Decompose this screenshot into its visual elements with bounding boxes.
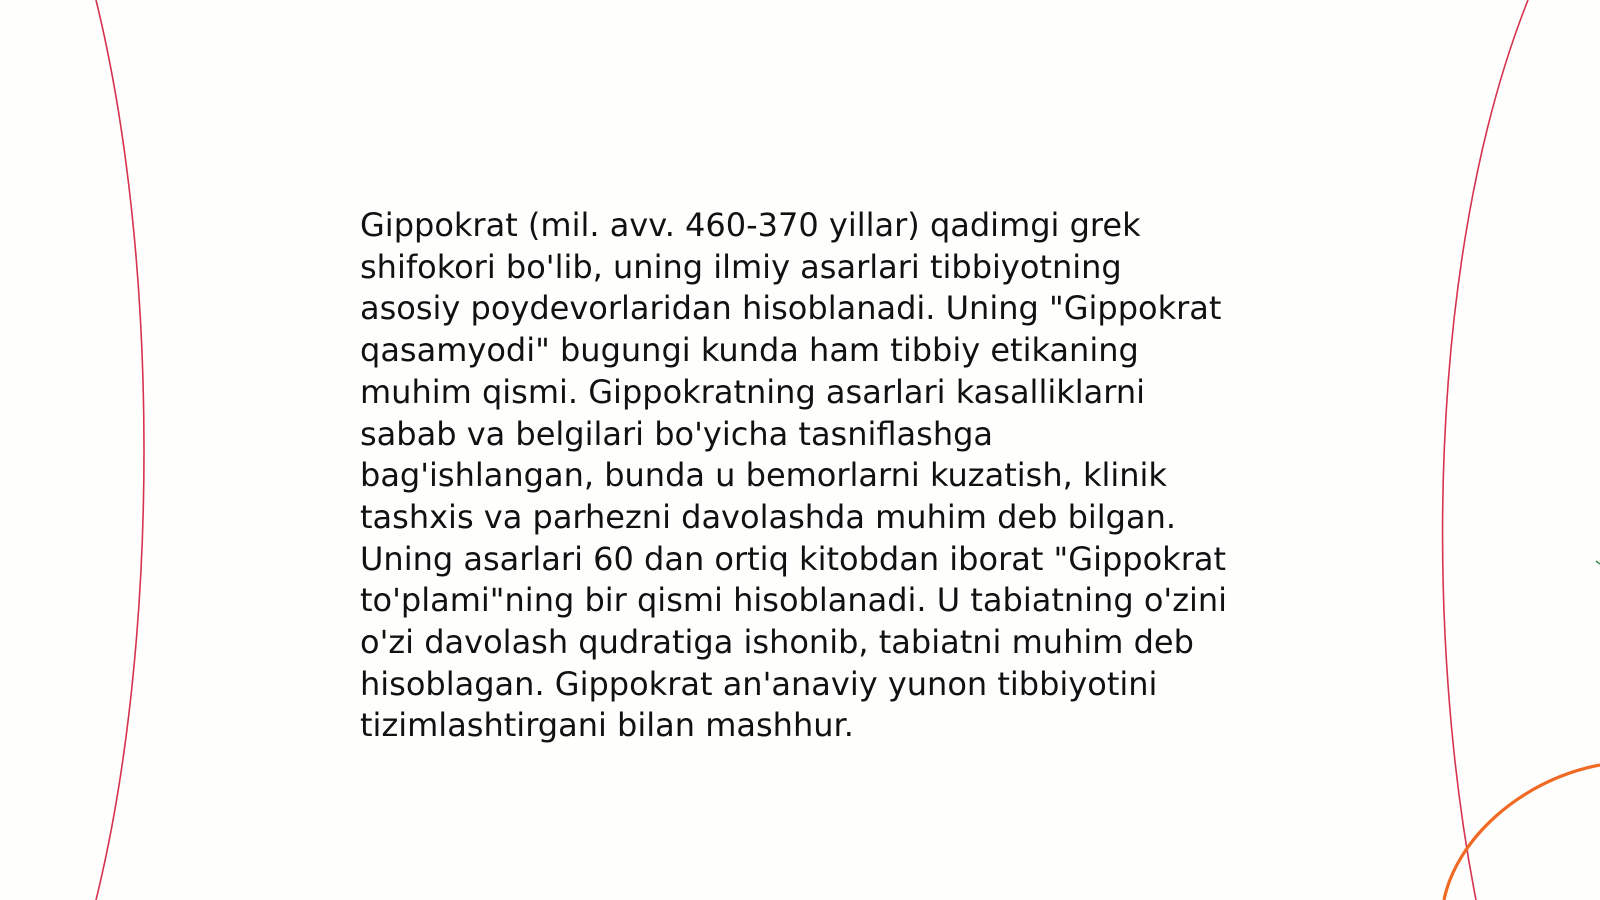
paragraph-line: shifokori bo'lib, uning ilmiy asarlari tibbiyotning [360,247,1122,286]
paragraph-line: bag'ishlangan, bunda u bemorlarni kuzatish, klinik [360,456,1167,495]
paragraph-line: asosiy poydevorlaridan hisoblanadi. Uning "Gippokrat [360,289,1222,328]
paragraph-line: hisoblagan. Gippokrat an'anaviy yunon tibbiyotini [360,664,1158,703]
paragraph-line: tizimlashtirgani bilan mashhur. [360,706,854,745]
paragraph-line: tashxis va parhezni davolashda muhim deb bilgan. [360,497,1177,536]
small-accent-mark [1596,561,1600,564]
paragraph-line: o'zi davolash qudratiga ishonib, tabiatni muhim deb [360,623,1194,662]
left-curve-line [96,0,144,900]
orange-accent-arc [1444,765,1600,900]
paragraph-line: Uning asarlari 60 dan ortiq kitobdan iborat "Gippokrat [360,539,1226,578]
paragraph-line: sabab va belgilari bo'yicha tasniflashga [360,414,994,453]
body-paragraph [360,205,1260,747]
paragraph-line: to'plami"ning bir qismi hisoblanadi. U tabiatning o'zini [360,581,1228,620]
paragraph-line: muhim qismi. Gippokratning asarlari kasalliklarni [360,372,1146,411]
right-curve-line [1443,0,1528,900]
paragraph-line: Gippokrat (mil. avv. 460-370 yillar) qadimgi grek [360,206,1141,244]
paragraph-line: qasamyodi" bugungi kunda ham tibbiy etikaning [360,331,1139,370]
